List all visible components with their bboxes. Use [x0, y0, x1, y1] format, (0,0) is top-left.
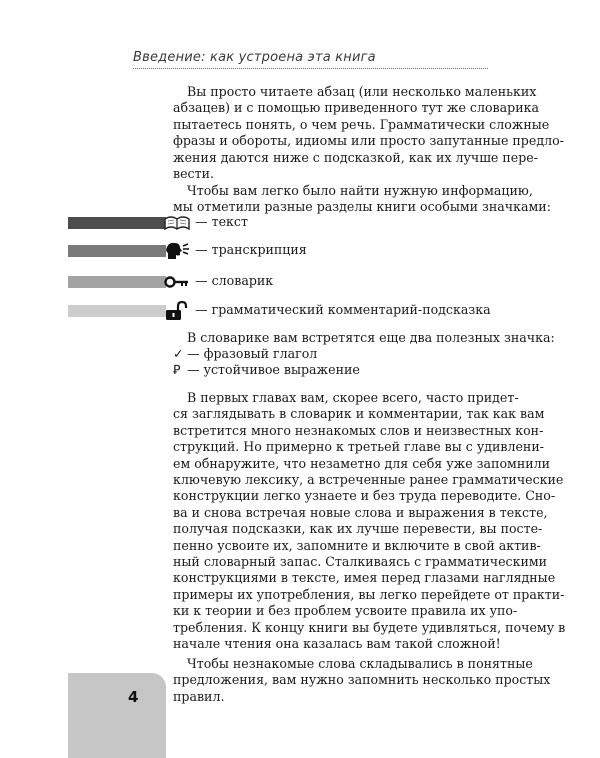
text-line: правил. — [173, 688, 225, 704]
text-line: предложения, вам нужно запомнить несколько простых — [173, 672, 551, 688]
section-color-bar — [68, 217, 166, 229]
legend-label: — словарик — [195, 273, 274, 288]
text-line: пенно усвоите их, запомните и включите в свой актив- — [173, 537, 541, 553]
legend-row-transcription — [0, 240, 600, 262]
text-line: струкций. Но примерно к третьей главе вы с удивлени- — [173, 439, 544, 455]
header-divider — [133, 68, 488, 69]
text-line: конструкциями в тексте, имея перед глазами наглядные — [173, 570, 556, 586]
text-line: пытаетесь понять, о чем речь. Грамматически сложные — [173, 116, 550, 132]
set-expression-label: — устойчивое выражение — [187, 362, 360, 377]
text-line: ки к теории и без проблем усвоите правила их упо- — [173, 603, 518, 619]
text-line: ся заглядывать в словарик и комментарии, так как вам — [173, 406, 545, 422]
text-line: Вы просто читаете абзац (или несколько маленьких — [187, 84, 537, 99]
open-padlock-icon — [162, 300, 192, 322]
legend-row-vocabulary — [0, 271, 600, 293]
text-line: получая подсказки, как их лучше перевести, вы посте- — [173, 521, 543, 537]
open-book-icon — [162, 212, 192, 234]
speaking-head-icon — [162, 240, 192, 262]
text-line: ем обнаружите, что незаметно для себя уже запомнили — [173, 455, 551, 471]
section-color-bar — [68, 276, 166, 288]
legend-row-grammar — [0, 300, 600, 322]
text-line: жения даются ниже с подсказкой, как их лучше пере- — [173, 149, 539, 165]
section-color-bar — [68, 245, 166, 257]
intro-paragraph-1 — [173, 84, 564, 182]
body-paragraph-4 — [173, 656, 551, 705]
key-icon — [162, 271, 192, 293]
text-line: вести. — [173, 166, 214, 182]
section-color-bar — [68, 305, 166, 317]
text-line: встретится много незнакомых слов и неизвестных кон- — [173, 422, 544, 438]
set-expression-legend — [173, 362, 360, 378]
text-line: В первых главах вам, скорее всего, часто придет- — [187, 390, 519, 405]
dictionary-intro: В словарике вам встретятся еще два полезных значка: — [187, 330, 555, 345]
legend-label: — транскрипция — [195, 242, 307, 257]
text-line: абзацев) и с помощью приведенного тут же словарика — [173, 100, 539, 116]
legend-label: — грамматический комментарий-подсказка — [195, 302, 491, 317]
flag-icon: Ꝑ — [173, 362, 181, 377]
text-line: Чтобы незнакомые слова складывались в понятные — [187, 656, 533, 671]
body-paragraph-3 — [173, 390, 566, 653]
text-line: примеры их употребления, вы легко перейдете от практи- — [173, 586, 565, 602]
page-number: 4 — [128, 688, 139, 706]
text-line: ный словарный запас. Сталкиваясь с грамматическими — [173, 554, 548, 570]
text-line: начале чтения она казалась вам такой сложной! — [173, 636, 501, 652]
checkmark-icon: ✓ — [173, 346, 184, 361]
phrasal-verb-label: — фразовый глагол — [187, 346, 318, 361]
text-line: мы отметили разные разделы книги особыми значками: — [173, 199, 551, 215]
text-line: ва и снова встречая новые слова и выражения в тексте, — [173, 504, 548, 520]
text-line: Чтобы вам легко было найти нужную информацию, — [187, 183, 533, 198]
legend-label: — текст — [195, 214, 248, 229]
text-line: ключевую лексику, а встреченные ранее грамматические — [173, 472, 564, 488]
phrasal-verb-legend — [173, 346, 317, 362]
text-line: фразы и обороты, идиомы или просто запутанные предло- — [173, 133, 564, 149]
text-line: требления. К концу книги вы будете удивляться, почему в — [173, 619, 566, 635]
text-line: конструкции легко узнаете и без труда переводите. Сно- — [173, 488, 556, 504]
legend-row-text — [0, 212, 600, 234]
intro-paragraph-2 — [173, 183, 551, 216]
running-header: Введение: как устроена эта книга — [133, 50, 376, 65]
page-number-tab — [68, 673, 166, 758]
